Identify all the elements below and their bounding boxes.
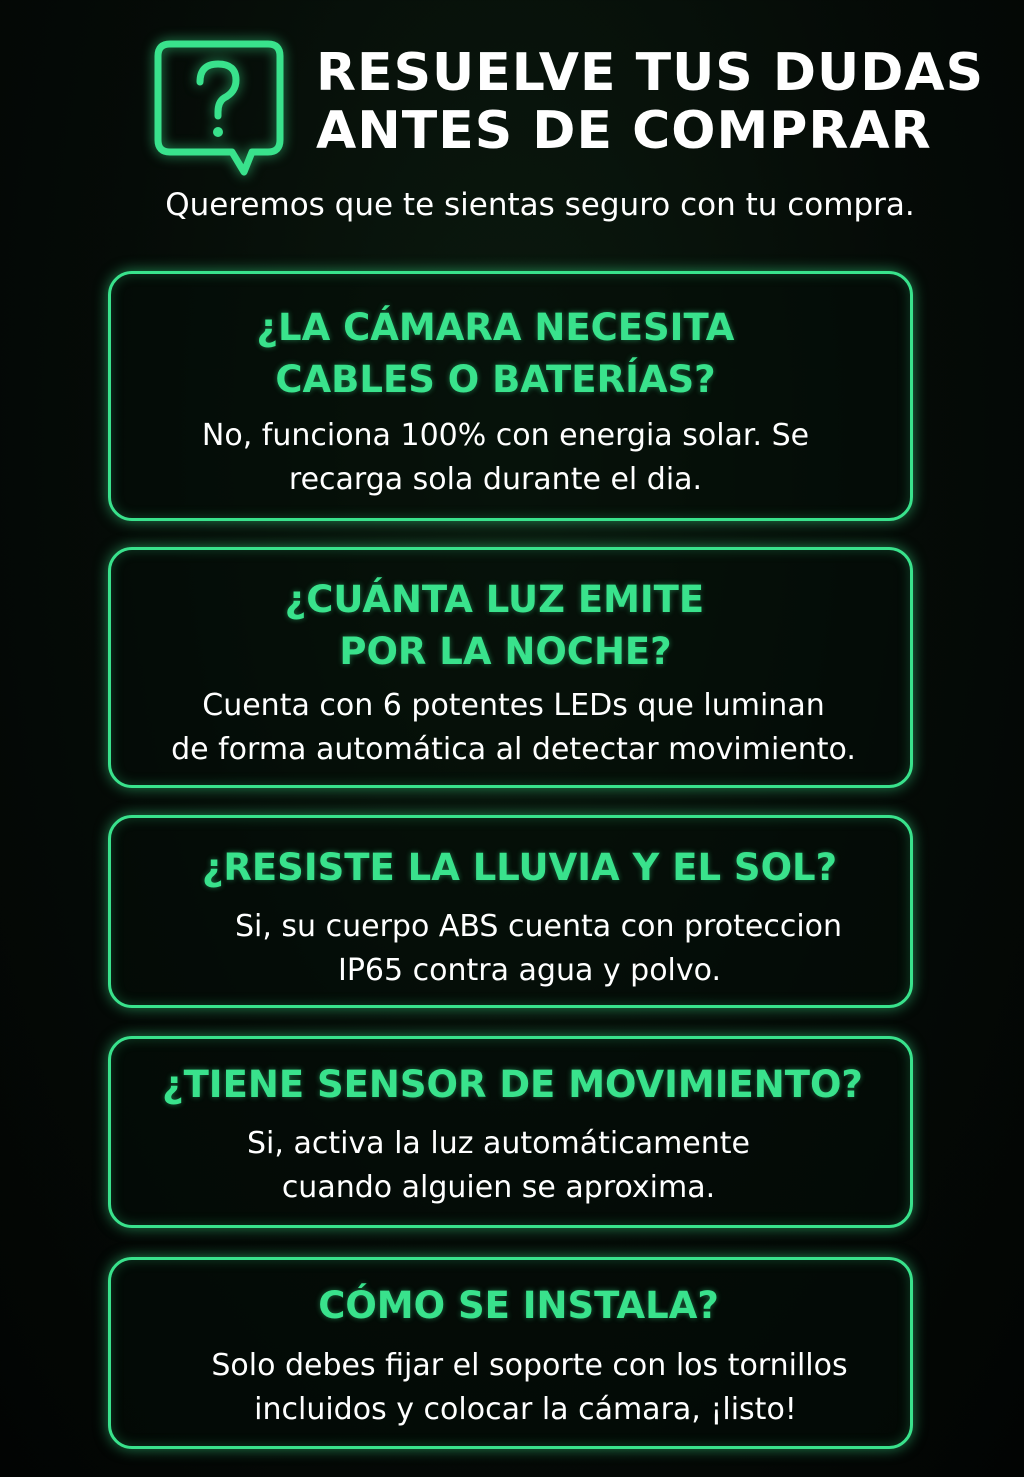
question-bubble-icon — [150, 38, 288, 178]
faq-answer: de forma automática al detectar movimiento. — [171, 732, 856, 767]
faq-question: POR LA NOCHE? — [339, 630, 672, 673]
faq-card-sensor-movimiento — [108, 1036, 913, 1228]
faq-card-luz-noche — [108, 547, 913, 788]
page-title — [316, 43, 985, 161]
faq-question: CÓMO SE INSTALA? — [318, 1284, 719, 1327]
faq-answer: Si, su cuerpo ABS cuenta con proteccion — [234, 909, 843, 944]
faq-answer: Si, activa la luz automáticamente — [247, 1126, 750, 1161]
faq-question: CABLES O BATERÍAS? — [275, 358, 716, 401]
title-line-1: RESUELVE TUS DUDAS — [316, 43, 985, 103]
faq-question: ¿RESISTE LA LLUVIA Y EL SOL? — [201, 846, 838, 889]
faq-answer: recarga sola durante el dia. — [288, 462, 703, 497]
faq-answer: incluidos y colocar la cámara, ¡listo! — [254, 1392, 797, 1427]
page-subtitle: Queremos que te sientas seguro con tu compra. — [165, 187, 915, 223]
faq-card-cables-baterias — [108, 271, 913, 521]
faq-question: ¿CUÁNTA LUZ EMITE — [284, 578, 705, 621]
faq-answer: cuando alguien se aproxima. — [281, 1170, 716, 1205]
faq-answer: Cuenta con 6 potentes LEDs que luminan — [202, 688, 825, 723]
faq-question: ¿TIENE SENSOR DE MOVIMIENTO? — [162, 1063, 863, 1106]
faq-answer: IP65 contra agua y polvo. — [337, 953, 722, 988]
faq-question: ¿LA CÁMARA NECESITA — [256, 306, 735, 349]
faq-card-lluvia-sol — [108, 815, 913, 1008]
faq-card-instalacion — [108, 1257, 913, 1449]
faq-answer: No, funciona 100% con energia solar. Se — [201, 418, 810, 453]
title-line-2: ANTES DE COMPRAR — [316, 101, 932, 161]
faq-answer: Solo debes fijar el soporte con los tornillos — [211, 1348, 848, 1383]
